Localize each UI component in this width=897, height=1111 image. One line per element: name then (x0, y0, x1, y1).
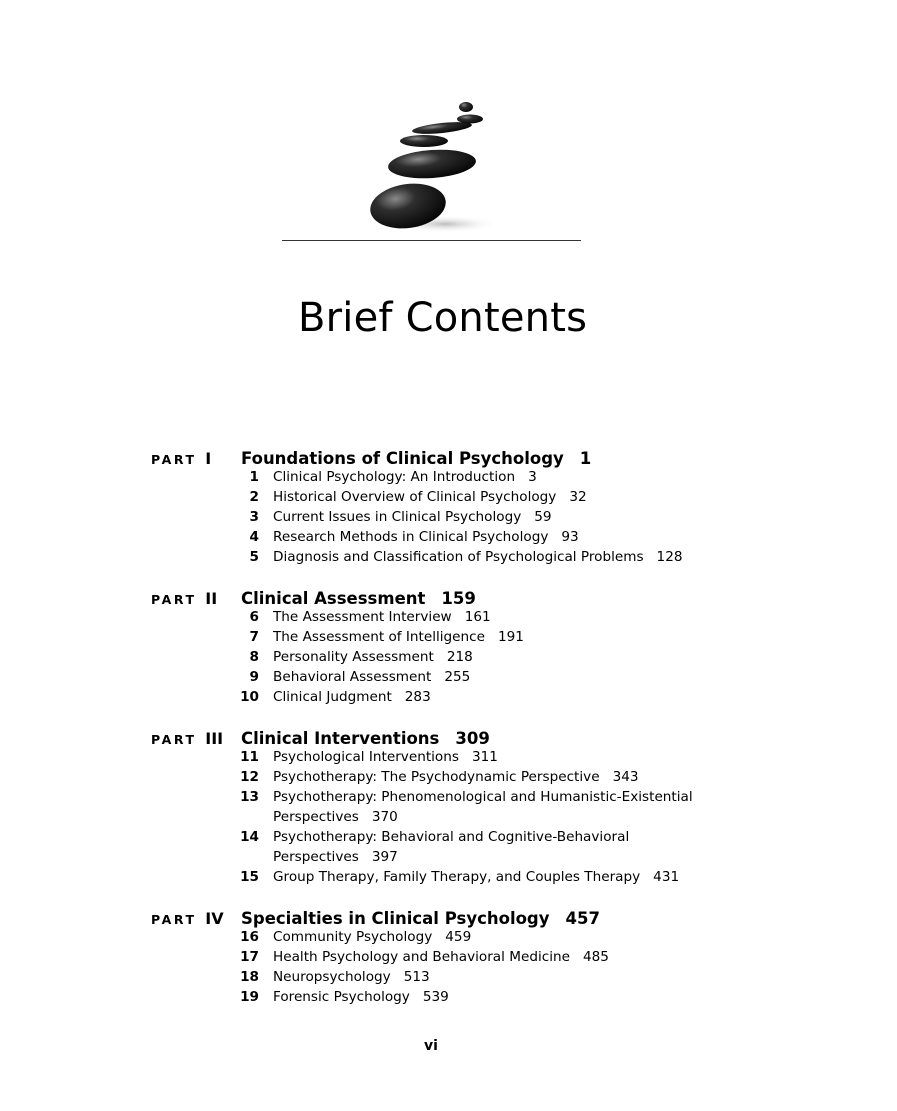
chapter-number: 2 (249, 489, 259, 505)
chapter-page: 431 (653, 869, 680, 885)
chapter-number: 13 (240, 789, 259, 805)
chapter-title: Psychotherapy: Behavioral and Cognitive-Behavioral Perspectives (273, 829, 630, 865)
chapter-entry[interactable] (0, 747, 897, 767)
chapter-entry[interactable] (0, 987, 897, 1007)
chapter-page: 218 (446, 649, 473, 665)
chapter-page: 128 (656, 549, 683, 565)
part-title: Foundations of Clinical Psychology (241, 449, 564, 468)
part-numeral: II (205, 589, 218, 608)
chapter-number: 15 (240, 869, 259, 885)
chapter-page: 485 (582, 949, 609, 965)
chapter-number: 5 (249, 549, 259, 565)
chapter-page: 161 (464, 609, 491, 625)
chapter-title: Neuropsychology (273, 969, 391, 985)
chapter-page: 311 (471, 749, 498, 765)
chapter-title: Personality Assessment (273, 649, 434, 665)
chapter-entry[interactable] (0, 507, 897, 527)
chapter-page: 459 (445, 929, 472, 945)
part-title: Clinical Assessment (241, 589, 426, 608)
chapter-entry[interactable] (0, 547, 897, 567)
chapter-entry[interactable] (0, 607, 897, 627)
chapter-list (0, 927, 897, 1007)
chapter-number: 7 (249, 629, 259, 645)
chapter-title: Health Psychology and Behavioral Medicine (273, 949, 570, 965)
chapter-number: 8 (249, 649, 259, 665)
part-title: Specialties in Clinical Psychology (241, 909, 550, 928)
chapter-page: 397 (371, 849, 398, 865)
chapter-page: 343 (612, 769, 639, 785)
part-numeral: I (205, 449, 212, 468)
page-number: vi (424, 1038, 438, 1054)
chapter-list (0, 607, 897, 707)
chapter-title: Behavioral Assessment (273, 669, 432, 685)
chapter-number: 1 (249, 469, 259, 485)
chapter-page: 255 (444, 669, 471, 685)
part-word: PART (151, 912, 197, 927)
chapter-page: 93 (561, 529, 579, 545)
chapter-title: Psychotherapy: Phenomenological and Humanistic-Existential Perspectives (273, 789, 693, 825)
chapter-title: Current Issues in Clinical Psychology (273, 509, 522, 525)
part-page: 159 (441, 589, 476, 608)
part-word: PART (151, 592, 197, 607)
chapter-page: 59 (534, 509, 552, 525)
chapter-number: 12 (240, 769, 259, 785)
chapter-number: 6 (249, 609, 259, 625)
chapter-page: 370 (371, 809, 398, 825)
chapter-entry[interactable] (0, 667, 897, 687)
chapter-page: 283 (404, 689, 431, 705)
part-page: 457 (565, 909, 600, 928)
chapter-title: Research Methods in Clinical Psychology (273, 529, 549, 545)
chapter-title: Clinical Psychology: An Introduction (273, 469, 516, 485)
chapter-number: 4 (249, 529, 259, 545)
chapter-title: Psychotherapy: The Psychodynamic Perspective (273, 769, 600, 785)
chapter-entry[interactable] (0, 767, 897, 787)
chapter-number: 17 (240, 949, 259, 965)
chapter-title: Psychological Interventions (273, 749, 459, 765)
chapter-title: Diagnosis and Classification of Psychological Problems (273, 549, 644, 565)
chapter-title: Clinical Judgment (273, 689, 392, 705)
chapter-entry[interactable] (0, 927, 897, 947)
chapter-entry[interactable] (0, 467, 897, 487)
page-title: Brief Contents (298, 294, 588, 341)
chapter-number: 19 (240, 989, 259, 1005)
chapter-number: 9 (249, 669, 259, 685)
chapter-page: 191 (497, 629, 524, 645)
chapter-title: Community Psychology (273, 929, 433, 945)
chapter-list (0, 747, 897, 887)
part-page: 309 (455, 729, 490, 748)
chapter-entry[interactable] (0, 947, 897, 967)
chapter-entry[interactable] (0, 787, 897, 827)
chapter-number: 16 (240, 929, 259, 945)
chapter-entry[interactable] (0, 967, 897, 987)
part-numeral: IV (205, 909, 224, 928)
part-title: Clinical Interventions (241, 729, 440, 748)
part-word: PART (151, 452, 197, 467)
chapter-number: 14 (240, 829, 259, 845)
part-page: 1 (579, 449, 592, 468)
chapter-entry[interactable] (0, 487, 897, 507)
chapter-page: 539 (422, 989, 449, 1005)
chapter-entry[interactable] (0, 527, 897, 547)
chapter-title: Forensic Psychology (273, 989, 410, 1005)
chapter-number: 18 (240, 969, 259, 985)
chapter-entry[interactable] (0, 867, 897, 887)
chapter-title: The Assessment of Intelligence (273, 629, 485, 645)
chapter-number: 3 (249, 509, 259, 525)
chapter-title: The Assessment Interview (273, 609, 452, 625)
chapter-page: 513 (403, 969, 430, 985)
chapter-page: 32 (569, 489, 587, 505)
chapter-entry[interactable] (0, 827, 897, 867)
part-numeral: III (205, 729, 224, 748)
chapter-page: 3 (528, 469, 537, 485)
part-word: PART (151, 732, 197, 747)
chapter-title: Historical Overview of Clinical Psychology (273, 489, 557, 505)
chapter-entry[interactable] (0, 627, 897, 647)
chapter-entry[interactable] (0, 647, 897, 667)
chapter-number: 10 (240, 689, 259, 705)
chapter-number: 11 (240, 749, 259, 765)
chapter-entry[interactable] (0, 687, 897, 707)
chapter-title: Group Therapy, Family Therapy, and Couples Therapy (273, 869, 641, 885)
chapter-list (0, 467, 897, 567)
